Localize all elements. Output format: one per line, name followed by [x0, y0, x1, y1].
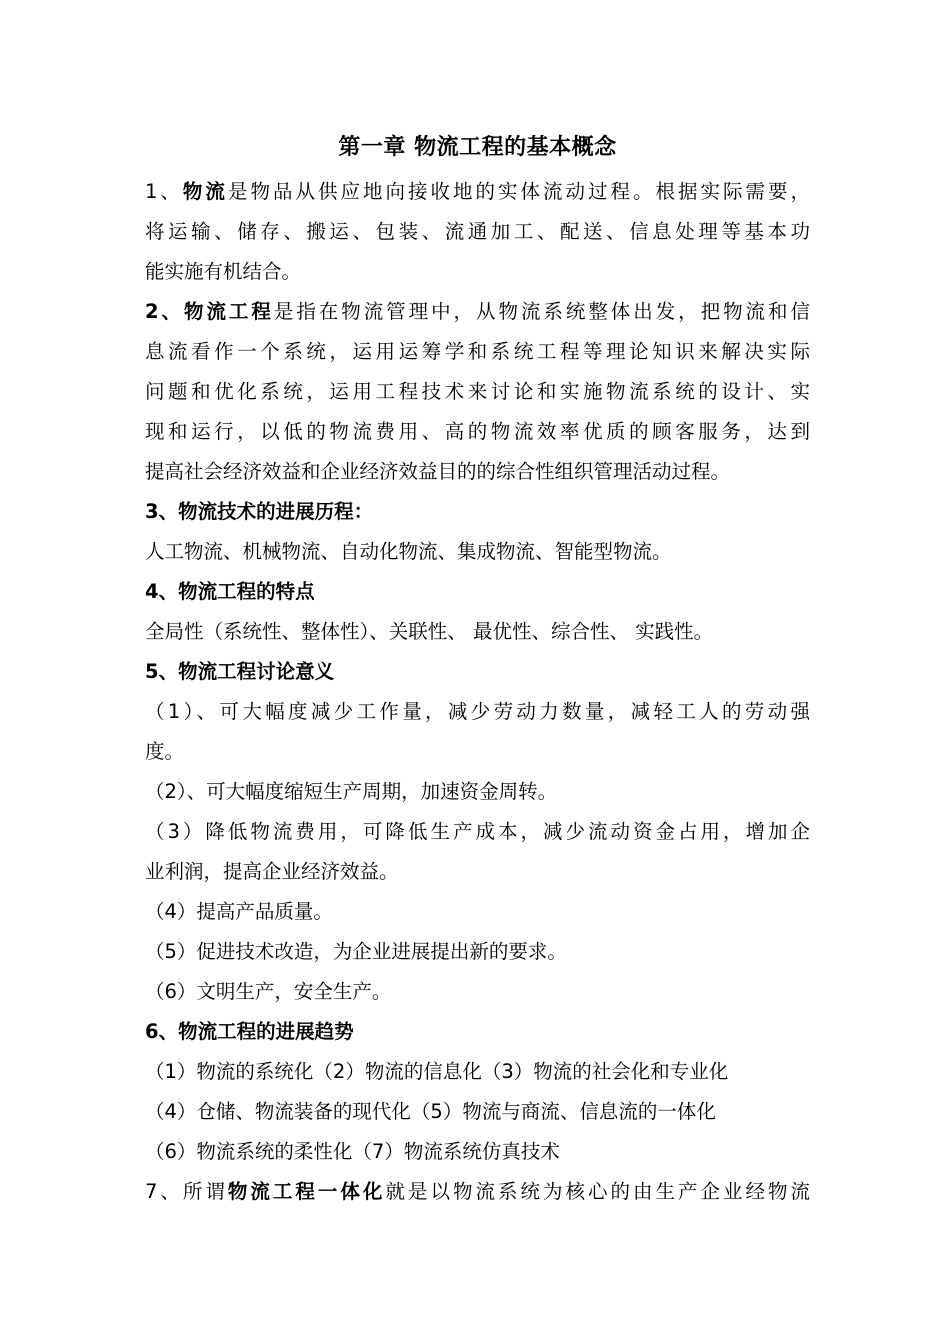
- s5-heading-text: 5、物流工程讨论意义: [145, 660, 335, 683]
- document-page: [145, 128, 810, 1212]
- s2-line-5: 提高社会经济效益和企业经济效益目的的综合性组织管理活动过程。: [145, 460, 731, 483]
- s2-line-4: 现和运行，以低的物流费用、高的物流效率优质的顾客服务，达到: [145, 420, 810, 443]
- s6-line-1: （1）物流的系统化（2）物流的信息化（3）物流的社会化和专业化: [145, 1060, 729, 1083]
- s3-line-1: 人工物流、机械物流、自动化物流、集成物流、智能型物流。: [145, 540, 672, 563]
- s2-line-3: 问题和优化系统，运用工程技术来讨论和实施物流系统的设计、实: [145, 380, 810, 403]
- s1-line-1: [145, 172, 810, 212]
- s5-line-4: （3）降低物流费用，可降低生产成本，减少流动资金占用，增加企: [145, 820, 810, 843]
- s2-number: 2、: [145, 300, 184, 323]
- s2-text-1: 是指在物流管理中，从物流系统整体出发，把物流和信: [273, 300, 810, 323]
- s5-heading: [145, 652, 810, 692]
- s4-heading-text: 4、物流工程的特点: [145, 580, 315, 603]
- s6-heading: [145, 1012, 810, 1052]
- s7-line-1: [145, 1172, 810, 1212]
- s7-text-1: 就是以物流系统为核心的由生产企业经物流: [385, 1180, 810, 1203]
- s1-text-1: 是物品从供应地向接收地的实体流动过程。根据实际需要，: [227, 180, 810, 203]
- s5-line-6: （4）提高产品质量。: [145, 900, 333, 923]
- s4-line-1: 全局性（系统性、整体性）、关联性、 最优性、综合性、 实践性。: [145, 620, 714, 643]
- s1-number: 1、: [145, 180, 183, 203]
- s2-line-1: [145, 292, 810, 332]
- s1-term: 物流: [182, 180, 228, 203]
- s4-heading: [145, 572, 810, 612]
- s5-line-5: 业利润，提高企业经济效益。: [145, 860, 399, 883]
- s2-term: 物流工程: [184, 300, 274, 323]
- s6-line-2: （4）仓储、物流装备的现代化（5）物流与商流、信息流的一体化: [145, 1100, 716, 1123]
- s1-line-3: 能实施有机结合。: [145, 260, 302, 283]
- s3-heading-text: 3、物流技术的进展历程：: [145, 500, 374, 523]
- s2-line-2: 息流看作一个系统，运用运筹学和系统工程等理论知识来解决实际: [145, 340, 810, 363]
- s5-line-1: （1）、可大幅度减少工作量，减少劳动力数量，减轻工人的劳动强: [145, 700, 810, 723]
- s5-line-2: 度。: [145, 740, 185, 763]
- s7-number: 7、所谓: [145, 1180, 228, 1203]
- s6-line-3: （6）物流系统的柔性化（7）物流系统仿真技术: [145, 1140, 560, 1163]
- chapter-title: 第一章 物流工程的基本概念: [338, 135, 617, 160]
- s5-line-7: （5）促进技术改造，为企业进展提出新的要求。: [145, 940, 567, 963]
- s5-line-3: （2）、可大幅度缩短生产周期，加速资金周转。: [145, 780, 558, 803]
- s7-term: 物流工程一体化: [227, 1180, 386, 1203]
- s5-line-8: （6）文明生产，安全生产。: [145, 980, 392, 1003]
- s6-heading-text: 6、物流工程的进展趋势: [145, 1020, 354, 1043]
- s3-heading: [145, 492, 810, 532]
- s1-line-2: 将运输、储存、搬运、包装、流通加工、配送、信息处理等基本功: [145, 220, 810, 243]
